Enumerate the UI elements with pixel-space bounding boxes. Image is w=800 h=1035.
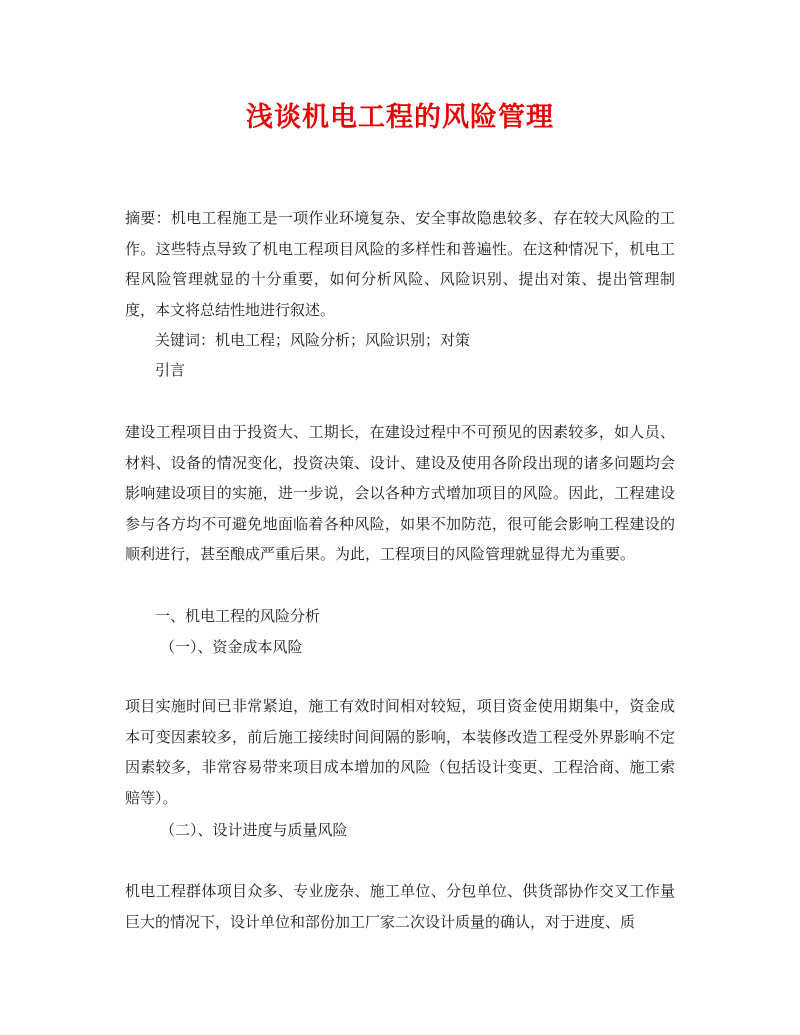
document-title: 浅谈机电工程的风险管理	[246, 102, 554, 133]
design-schedule-quality-paragraph: 机电工程群体项目众多、专业庞杂、施工单位、分包单位、供货部协作交叉工作量巨大的情况下，设计单位和部份加工厂家二次设计质量的确认，对于进度、质	[125, 882, 675, 931]
intro-paragraph: 建设工程项目由于投资大、工期长，在建设过程中不可预见的因素较多，如人员、材料、设备的情况变化，投资决策、设计、建设及使用各阶段出现的诸多问题均会影响建设项目的实施，进一步说，会以各种方式增加项目的风险。因此，工程建设参与各方均不可避免地面临着各种风险，如果不加防范，很可能会影响工程建设的顺利进行，甚至酿成严重后果。为此，工程项目的风险管理就显得尤为重要。	[125, 423, 675, 563]
abstract-paragraph: 摘要：机电工程施工是一项作业环境复杂、安全事故隐患较多、存在较大风险的工作。这些特点导致了机电工程项目风险的多样性和普遍性。在这种情况下，机电工程风险管理就显的十分重要，如何分析风险、风险识别、提出对策、提出管理制度，本文将总结性地进行叙述。	[125, 209, 675, 319]
subsection-heading-capital-cost-risk: （一）、资金成本风险	[160, 638, 303, 656]
intro-heading: 引言	[155, 361, 186, 379]
keywords-line: 关键词：机电工程；风险分析；风险识别；对策	[155, 331, 471, 349]
capital-cost-risk-paragraph: 项目实施时间已非常紧迫，施工有效时间相对较短，项目资金使用期集中，资金成本可变因素较多，前后施工接续时间间隔的影响，本装修改造工程受外界影响不定因素较多，非常容易带来项目成本增加的风险（包括设计变更、工程洽商、施工索赔等）。	[125, 697, 675, 807]
section-heading-risk-analysis: 一、机电工程的风险分析	[155, 607, 321, 625]
subsection-heading-design-schedule-quality-risk: （二）、设计进度与质量风险	[160, 821, 348, 839]
